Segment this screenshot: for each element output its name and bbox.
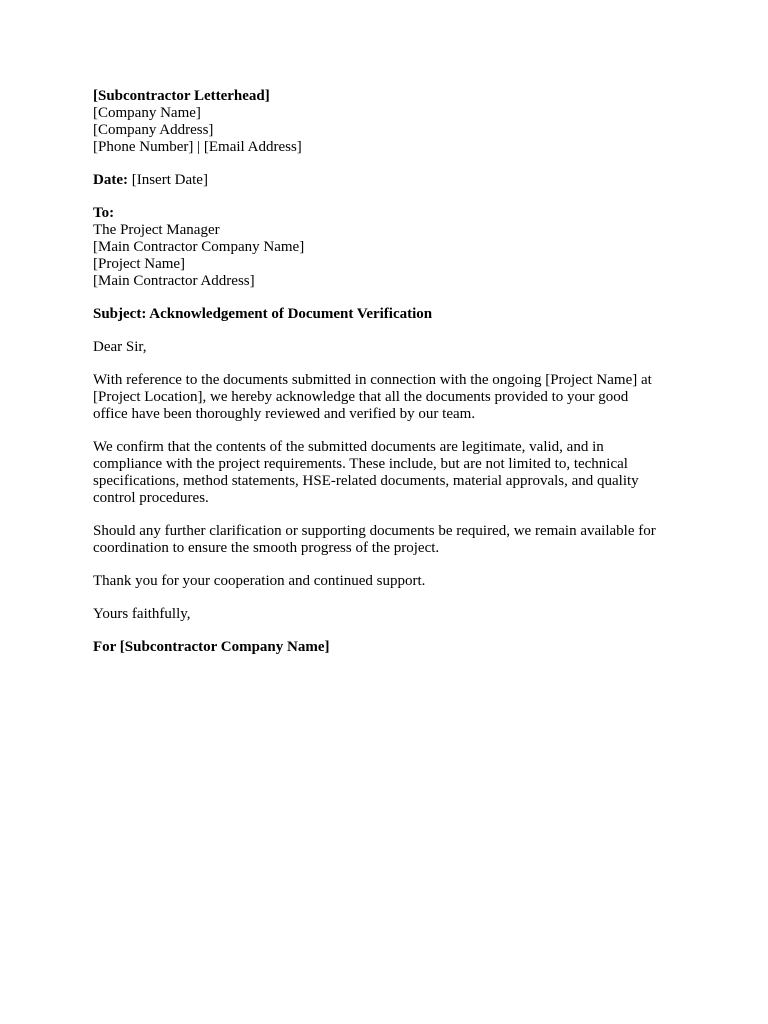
letterhead [93,88,693,156]
body-paragraph-3 [93,523,693,557]
recipient-line: [Main Contractor Address] [93,273,255,289]
salutation-text: Dear Sir, [93,339,147,355]
letter-document [93,88,693,672]
company-contact: [Phone Number] | [Email Address] [93,139,302,155]
body-paragraph-2 [93,439,693,507]
closing-text: Yours faithfully, [93,606,191,622]
salutation [93,339,693,356]
paragraph-line: We confirm that the contents of the submitted documents are legitimate, valid, and in [93,439,604,455]
signoff-text: For [Subcontractor Company Name] [93,639,330,655]
paragraph-line: Should any further clarification or supporting documents be required, we remain available for [93,523,656,539]
paragraph-line: Thank you for your cooperation and continued support. [93,573,426,589]
paragraph-line: specifications, method statements, HSE-related documents, material approvals, and quality [93,473,639,489]
body-paragraph-1 [93,372,693,423]
paragraph-line: [Project Location], we hereby acknowledge that all the documents provided to your good [93,389,629,405]
company-address: [Company Address] [93,122,214,138]
company-name: [Company Name] [93,105,201,121]
recipient-line: [Project Name] [93,256,186,272]
date-label: Date: [93,172,128,188]
date-line [93,172,693,189]
subject-text: Subject: Acknowledgement of Document Verification [93,306,433,322]
recipient-block [93,205,693,290]
letterhead-title: [Subcontractor Letterhead] [93,88,270,104]
paragraph-line: office have been thoroughly reviewed and verified by our team. [93,406,476,422]
recipient-line: The Project Manager [93,222,220,238]
body-paragraph-4 [93,573,693,590]
closing [93,606,693,623]
subject-line [93,306,693,323]
paragraph-line: coordination to ensure the smooth progress of the project. [93,540,440,556]
paragraph-line: With reference to the documents submitted in connection with the ongoing [Project Name] at [93,372,652,388]
date-value: [Insert Date] [127,172,208,188]
recipient-label: To: [93,205,115,221]
paragraph-line: compliance with the project requirements. These include, but are not limited to, technical [93,456,628,472]
paragraph-line: control procedures. [93,490,209,506]
signoff [93,639,693,656]
recipient-line: [Main Contractor Company Name] [93,239,305,255]
